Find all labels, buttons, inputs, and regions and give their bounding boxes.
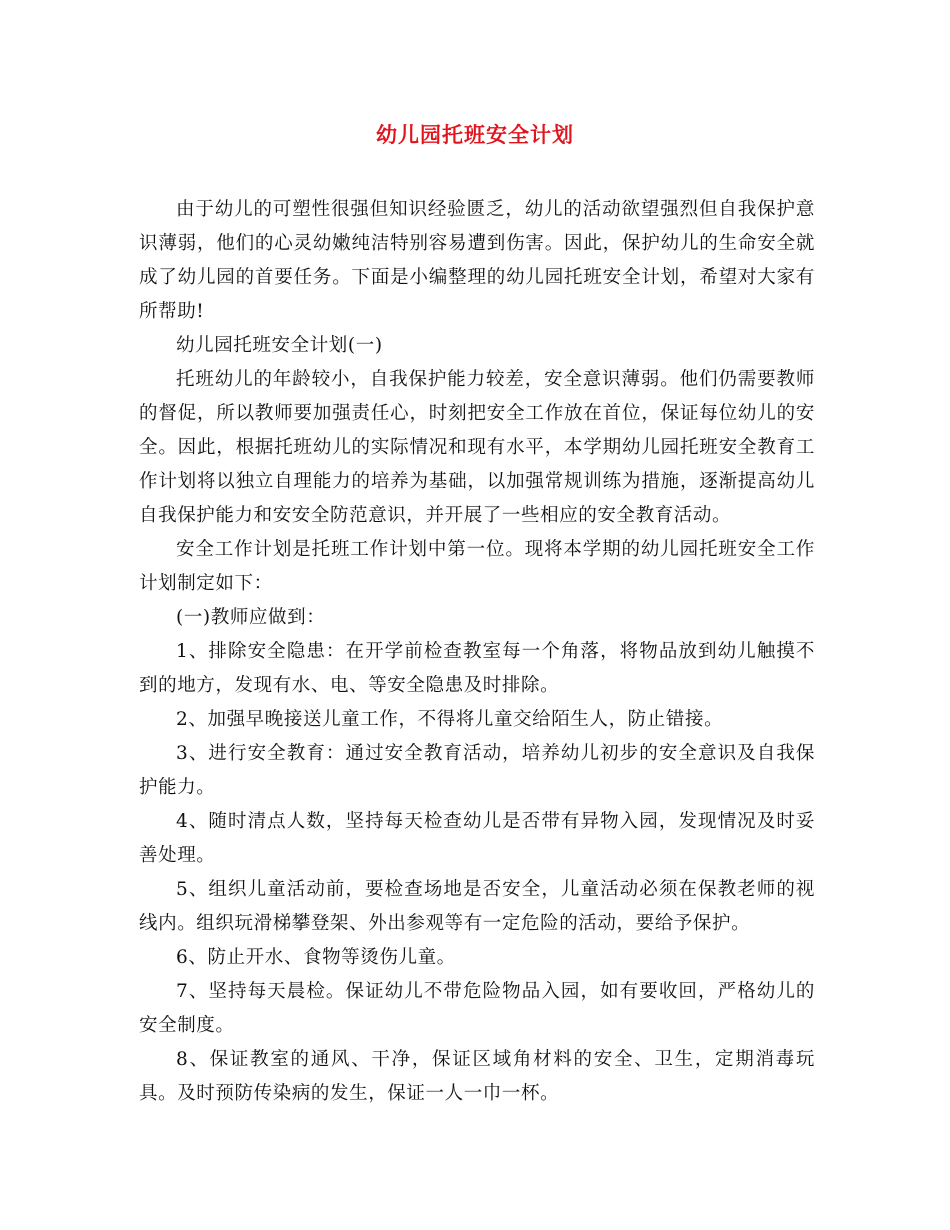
- list-item-4: 4、随时清点人数，坚持每天检查幼儿是否带有异物入园，发现情况及时妥善处理。: [139, 811, 815, 866]
- paragraph-section-heading: 幼儿园托班安全计划(一): [176, 335, 383, 356]
- list-item-6: 6、防止开水、食物等烫伤儿童。: [176, 947, 456, 968]
- paragraph-plan-intro: 安全工作计划是托班工作计划中第一位。现将本学期的幼儿园托班安全工作计划制定如下：: [139, 539, 815, 594]
- document-body: [139, 193, 815, 1111]
- paragraph-intro: 由于幼儿的可塑性很强但知识经验匮乏，幼儿的活动欲望强烈但自我保护意识薄弱，他们的心灵幼嫩纯洁特别容易遭到伤害。因此，保护幼儿的生命安全就成了幼儿园的首要任务。下面是小编整理的幼儿园托班安全计划，希望对大家有所帮助!: [139, 199, 815, 322]
- list-item-1: 1、排除安全隐患：在开学前检查教室每一个角落，将物品放到幼儿触摸不到的地方，发现有水、电、等安全隐患及时排除。: [139, 641, 815, 696]
- list-item-5: 5、组织儿童活动前，要检查场地是否安全，儿童活动必须在保教老师的视线内。组织玩滑梯攀登架、外出参观等有一定危险的活动，要给予保护。: [139, 879, 815, 934]
- list-item-7: 7、坚持每天晨检。保证幼儿不带危险物品入园，如有要收回，严格幼儿的安全制度。: [139, 981, 815, 1036]
- paragraph-subheading-teachers: (一)教师应做到：: [176, 607, 326, 628]
- list-item-8: 8、保证教室的通风、干净，保证区域角材料的安全、卫生，定期消毒玩具。及时预防传染病的发生，保证一人一巾一杯。: [139, 1049, 815, 1104]
- list-item-3: 3、进行安全教育：通过安全教育活动，培养幼儿初步的安全意识及自我保护能力。: [139, 743, 815, 798]
- paragraph-background: 托班幼儿的年龄较小，自我保护能力较差，安全意识薄弱。他们仍需要教师的督促，所以教师要加强责任心，时刻把安全工作放在首位，保证每位幼儿的安全。因此，根据托班幼儿的实际情况和现有水平，本学期幼儿园托班安全教育工作计划将以独立自理能力的培养为基础，以加强常规训练为措施，逐渐提高幼儿自我保护能力和安安全防范意识，并开展了一些相应的安全教育活动。: [139, 369, 815, 526]
- list-item-2: 2、加强早晚接送儿童工作，不得将儿童交给陌生人，防止错接。: [176, 709, 724, 730]
- document-title: 幼儿园托班安全计划: [376, 122, 574, 147]
